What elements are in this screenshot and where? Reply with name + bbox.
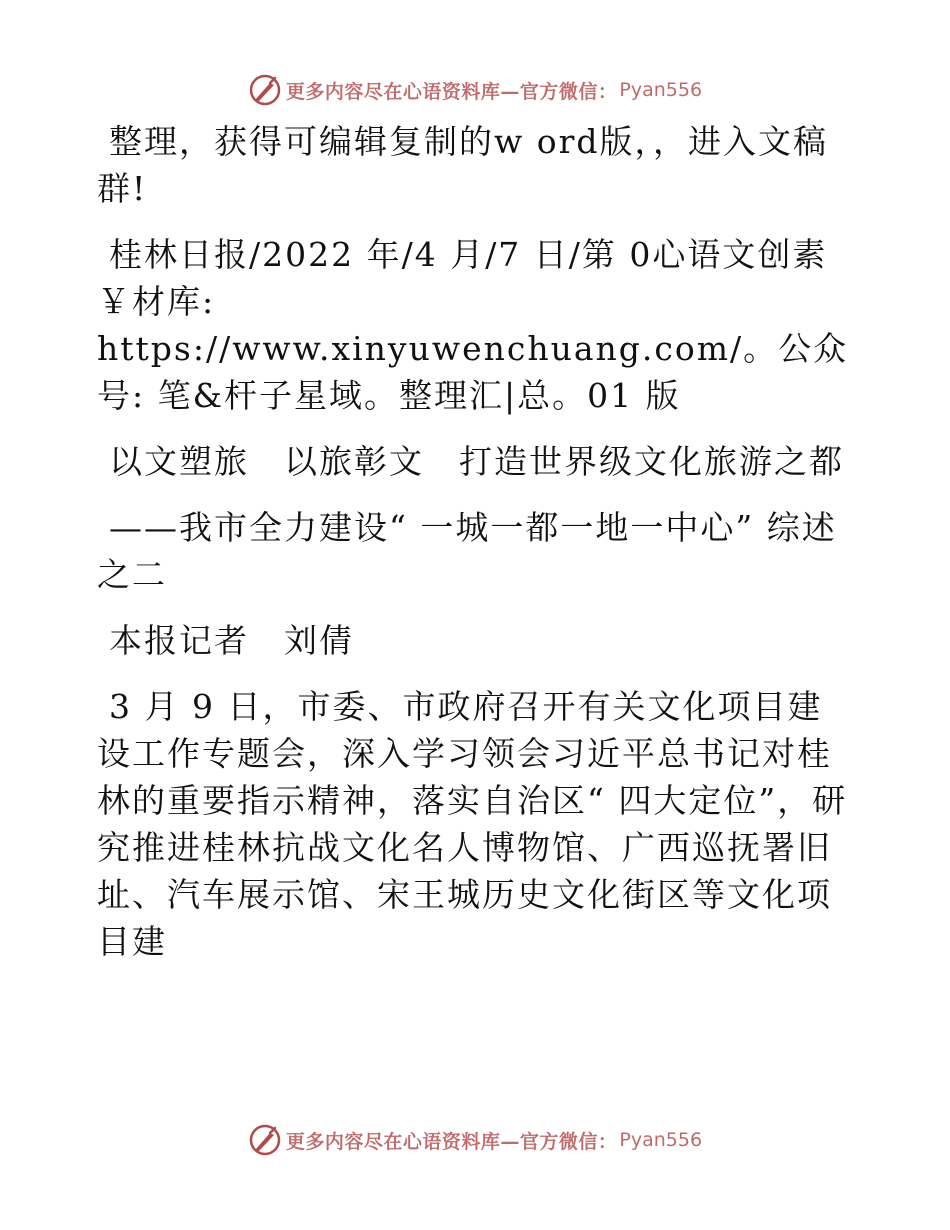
banner-text: 更多内容尽在心语资料库—官方微信： (285, 1130, 618, 1153)
banner-wechat-id: Pyan556 (619, 1129, 703, 1151)
banner-text: 更多内容尽在心语资料库—官方微信： (285, 80, 618, 103)
article-title: 以文塑旅 以旅彰文 打造世界级文化旅游之都 (109, 442, 844, 481)
paragraph-body: 3 月 9 日，市委、市政府召开有关文化项目建设工作专题会，深入学习领会习近平总书记对桂林的重要指示精神，落实自治区“ 四大定位”，研究推进桂林抗战文化名人博物馆、广西巡抚署旧址、汽车展示馆、宋王城历史文化街区等文化项目建 (97, 687, 848, 961)
article-byline: 本报记者 刘倩 (109, 621, 354, 660)
pen-logo-icon (248, 73, 282, 107)
banner-wechat-id: Pyan556 (619, 79, 703, 101)
document-body (97, 118, 857, 984)
pen-logo-icon (248, 1123, 282, 1157)
header-watermark-banner (0, 70, 950, 110)
article-subtitle: ——我市全力建设“ 一城一都一地一中心” 综述之二 (97, 508, 837, 594)
footer-watermark-banner (0, 1120, 950, 1160)
paragraph-source: 桂林日报/2022 年/4 月/7 日/第 0心语文创素￥材库: https://www.xinyuwenchuang.com/。公众号: 笔&杆子星域。整理汇|总。01 版 (97, 235, 849, 415)
paragraph-intro: 整理，获得可编辑复制的w ord版，，进入文稿群! (97, 122, 829, 208)
